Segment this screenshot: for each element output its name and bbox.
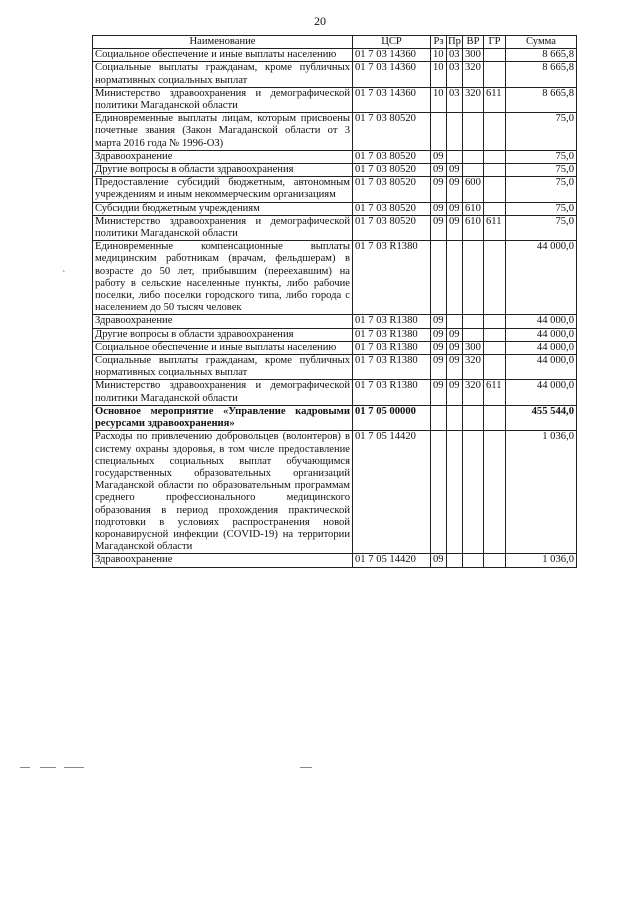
cell-name: Единовременные компенсационные выплаты медицинским работникам (врачам, фельдшерам) в возрасте до 50 лет, прибывшим (переехавшим) на работу в сельские населенные пункты, либо рабочие поселки, либо поселки городского типа, либо города с населением до 50 тысяч человек <box>93 241 353 315</box>
margin-mark: ˋ <box>62 270 66 281</box>
cell-rz: 09 <box>431 355 447 380</box>
cell-rz: 09 <box>431 328 447 341</box>
cell-sum: 44 000,0 <box>506 241 577 315</box>
cell-gr <box>484 164 506 177</box>
cell-sum: 75,0 <box>506 113 577 151</box>
header-vr: ВР <box>463 36 484 49</box>
cell-csr: 01 7 03 80520 <box>353 215 431 240</box>
table-row <box>93 164 577 177</box>
scan-artifact <box>40 767 56 768</box>
cell-rz: 09 <box>431 177 447 202</box>
scan-artifact <box>300 767 312 768</box>
cell-name: Здравоохранение <box>93 315 353 328</box>
cell-name: Основное мероприятие «Управление кадровыми ресурсами здравоохранения» <box>93 405 353 430</box>
cell-pr <box>447 554 463 567</box>
cell-rz: 09 <box>431 341 447 354</box>
cell-sum: 44 000,0 <box>506 315 577 328</box>
cell-name: Министерство здравоохранения и демографической политики Магаданской области <box>93 215 353 240</box>
table-row <box>93 177 577 202</box>
cell-name: Другие вопросы в области здравоохранения <box>93 328 353 341</box>
cell-gr: 611 <box>484 215 506 240</box>
cell-rz: 09 <box>431 554 447 567</box>
cell-gr <box>484 150 506 163</box>
cell-pr <box>447 431 463 554</box>
table-row <box>93 241 577 315</box>
cell-vr <box>463 164 484 177</box>
page-number: 20 <box>314 14 326 28</box>
cell-name: Министерство здравоохранения и демографической политики Магаданской области <box>93 380 353 405</box>
scan-artifact <box>20 767 30 768</box>
cell-pr: 09 <box>447 202 463 215</box>
cell-csr: 01 7 03 R1380 <box>353 341 431 354</box>
cell-name: Социальное обеспечение и иные выплаты населению <box>93 341 353 354</box>
cell-name: Здравоохранение <box>93 150 353 163</box>
cell-sum: 8 665,8 <box>506 87 577 112</box>
cell-sum: 44 000,0 <box>506 355 577 380</box>
cell-gr <box>484 62 506 87</box>
cell-sum: 8 665,8 <box>506 49 577 62</box>
cell-rz <box>431 113 447 151</box>
cell-csr: 01 7 03 80520 <box>353 164 431 177</box>
cell-rz: 09 <box>431 150 447 163</box>
budget-table <box>92 35 577 568</box>
cell-rz: 09 <box>431 380 447 405</box>
cell-gr <box>484 113 506 151</box>
cell-csr: 01 7 03 R1380 <box>353 241 431 315</box>
cell-vr <box>463 405 484 430</box>
cell-sum: 75,0 <box>506 215 577 240</box>
cell-pr: 09 <box>447 215 463 240</box>
cell-rz: 09 <box>431 202 447 215</box>
cell-vr: 320 <box>463 87 484 112</box>
cell-pr <box>447 315 463 328</box>
cell-rz: 09 <box>431 164 447 177</box>
cell-vr <box>463 113 484 151</box>
table-row <box>93 355 577 380</box>
cell-vr: 300 <box>463 49 484 62</box>
table-row <box>93 554 577 567</box>
cell-gr <box>484 315 506 328</box>
cell-pr <box>447 241 463 315</box>
cell-csr: 01 7 03 R1380 <box>353 315 431 328</box>
cell-name: Предоставление субсидий бюджетным, автономным учреждениям и иным некоммерческим организациям <box>93 177 353 202</box>
cell-pr <box>447 405 463 430</box>
cell-vr: 610 <box>463 215 484 240</box>
cell-name: Единовременные выплаты лицам, которым присвоены почетные звания (Закон Магаданской области от 3 марта 2016 года № 1996-ОЗ) <box>93 113 353 151</box>
cell-pr: 09 <box>447 164 463 177</box>
cell-sum: 75,0 <box>506 202 577 215</box>
cell-pr: 09 <box>447 328 463 341</box>
cell-name: Министерство здравоохранения и демографической политики Магаданской области <box>93 87 353 112</box>
cell-rz: 10 <box>431 87 447 112</box>
cell-csr: 01 7 05 14420 <box>353 431 431 554</box>
cell-name: Расходы по привлечению добровольцев (волонтеров) в систему охраны здоровья, в том числе предоставление специальных социальных выплат обучающимся государственных образовательных организаций Магаданской области по образовательным программам среднего профессионального медицинского образования в период прохождения практической подготовки в условиях распространения новой коронавирусной инфекции (COVID-19) на территории Магаданской области <box>93 431 353 554</box>
cell-csr: 01 7 03 80520 <box>353 150 431 163</box>
cell-csr: 01 7 03 R1380 <box>353 355 431 380</box>
cell-csr: 01 7 03 14360 <box>353 62 431 87</box>
cell-csr: 01 7 05 14420 <box>353 554 431 567</box>
cell-rz: 10 <box>431 62 447 87</box>
cell-sum: 44 000,0 <box>506 341 577 354</box>
cell-sum: 44 000,0 <box>506 380 577 405</box>
scan-artifact <box>64 767 84 768</box>
cell-vr: 320 <box>463 355 484 380</box>
table-row <box>93 62 577 87</box>
table-body <box>93 49 577 567</box>
cell-rz <box>431 241 447 315</box>
cell-vr <box>463 431 484 554</box>
cell-gr <box>484 328 506 341</box>
cell-sum: 455 544,0 <box>506 405 577 430</box>
cell-vr <box>463 554 484 567</box>
cell-vr: 300 <box>463 341 484 354</box>
cell-vr <box>463 315 484 328</box>
cell-pr: 09 <box>447 177 463 202</box>
cell-vr: 320 <box>463 380 484 405</box>
table-row <box>93 341 577 354</box>
table-row <box>93 431 577 554</box>
cell-name: Здравоохранение <box>93 554 353 567</box>
cell-sum: 8 665,8 <box>506 62 577 87</box>
cell-rz: 10 <box>431 49 447 62</box>
cell-gr <box>484 341 506 354</box>
cell-name: Социальное обеспечение и иные выплаты населению <box>93 49 353 62</box>
cell-pr: 09 <box>447 355 463 380</box>
cell-sum: 1 036,0 <box>506 554 577 567</box>
cell-sum: 44 000,0 <box>506 328 577 341</box>
cell-csr: 01 7 03 R1380 <box>353 328 431 341</box>
cell-rz <box>431 431 447 554</box>
cell-rz <box>431 405 447 430</box>
cell-gr <box>484 554 506 567</box>
cell-rz: 09 <box>431 215 447 240</box>
table-row <box>93 87 577 112</box>
cell-rz: 09 <box>431 315 447 328</box>
header-sum: Сумма <box>506 36 577 49</box>
cell-pr <box>447 113 463 151</box>
header-name: Наименование <box>93 36 353 49</box>
cell-csr: 01 7 03 14360 <box>353 87 431 112</box>
cell-csr: 01 7 05 00000 <box>353 405 431 430</box>
cell-name: Социальные выплаты гражданам, кроме публичных нормативных социальных выплат <box>93 62 353 87</box>
cell-name: Другие вопросы в области здравоохранения <box>93 164 353 177</box>
table-row <box>93 49 577 62</box>
cell-csr: 01 7 03 14360 <box>353 49 431 62</box>
cell-gr <box>484 49 506 62</box>
table-row <box>93 315 577 328</box>
header-gr: ГР <box>484 36 506 49</box>
cell-name: Социальные выплаты гражданам, кроме публичных нормативных социальных выплат <box>93 355 353 380</box>
cell-vr <box>463 328 484 341</box>
cell-gr <box>484 405 506 430</box>
table-row <box>93 328 577 341</box>
cell-gr: 611 <box>484 380 506 405</box>
table-row <box>93 380 577 405</box>
cell-sum: 75,0 <box>506 164 577 177</box>
cell-gr <box>484 355 506 380</box>
header-pr: Пр <box>448 36 461 47</box>
cell-sum: 75,0 <box>506 177 577 202</box>
cell-pr: 03 <box>447 62 463 87</box>
cell-vr <box>463 241 484 315</box>
table-row <box>93 202 577 215</box>
cell-pr: 03 <box>447 49 463 62</box>
cell-csr: 01 7 03 80520 <box>353 113 431 151</box>
cell-vr: 610 <box>463 202 484 215</box>
cell-pr: 09 <box>447 380 463 405</box>
table-row <box>93 215 577 240</box>
cell-csr: 01 7 03 R1380 <box>353 380 431 405</box>
cell-csr: 01 7 03 80520 <box>353 202 431 215</box>
cell-sum: 1 036,0 <box>506 431 577 554</box>
cell-gr <box>484 241 506 315</box>
cell-sum: 75,0 <box>506 150 577 163</box>
table-header-row <box>93 36 577 49</box>
cell-gr <box>484 202 506 215</box>
header-csr: ЦСР <box>353 36 431 49</box>
header-rz: Рз <box>431 36 447 49</box>
table-row <box>93 150 577 163</box>
cell-vr: 600 <box>463 177 484 202</box>
cell-gr: 611 <box>484 87 506 112</box>
cell-vr <box>463 150 484 163</box>
cell-gr <box>484 431 506 554</box>
table-row <box>93 113 577 151</box>
cell-vr: 320 <box>463 62 484 87</box>
cell-csr: 01 7 03 80520 <box>353 177 431 202</box>
cell-pr: 09 <box>447 341 463 354</box>
cell-gr <box>484 177 506 202</box>
cell-pr: 03 <box>447 87 463 112</box>
cell-name: Субсидии бюджетным учреждениям <box>93 202 353 215</box>
cell-pr <box>447 150 463 163</box>
table-row <box>93 405 577 430</box>
